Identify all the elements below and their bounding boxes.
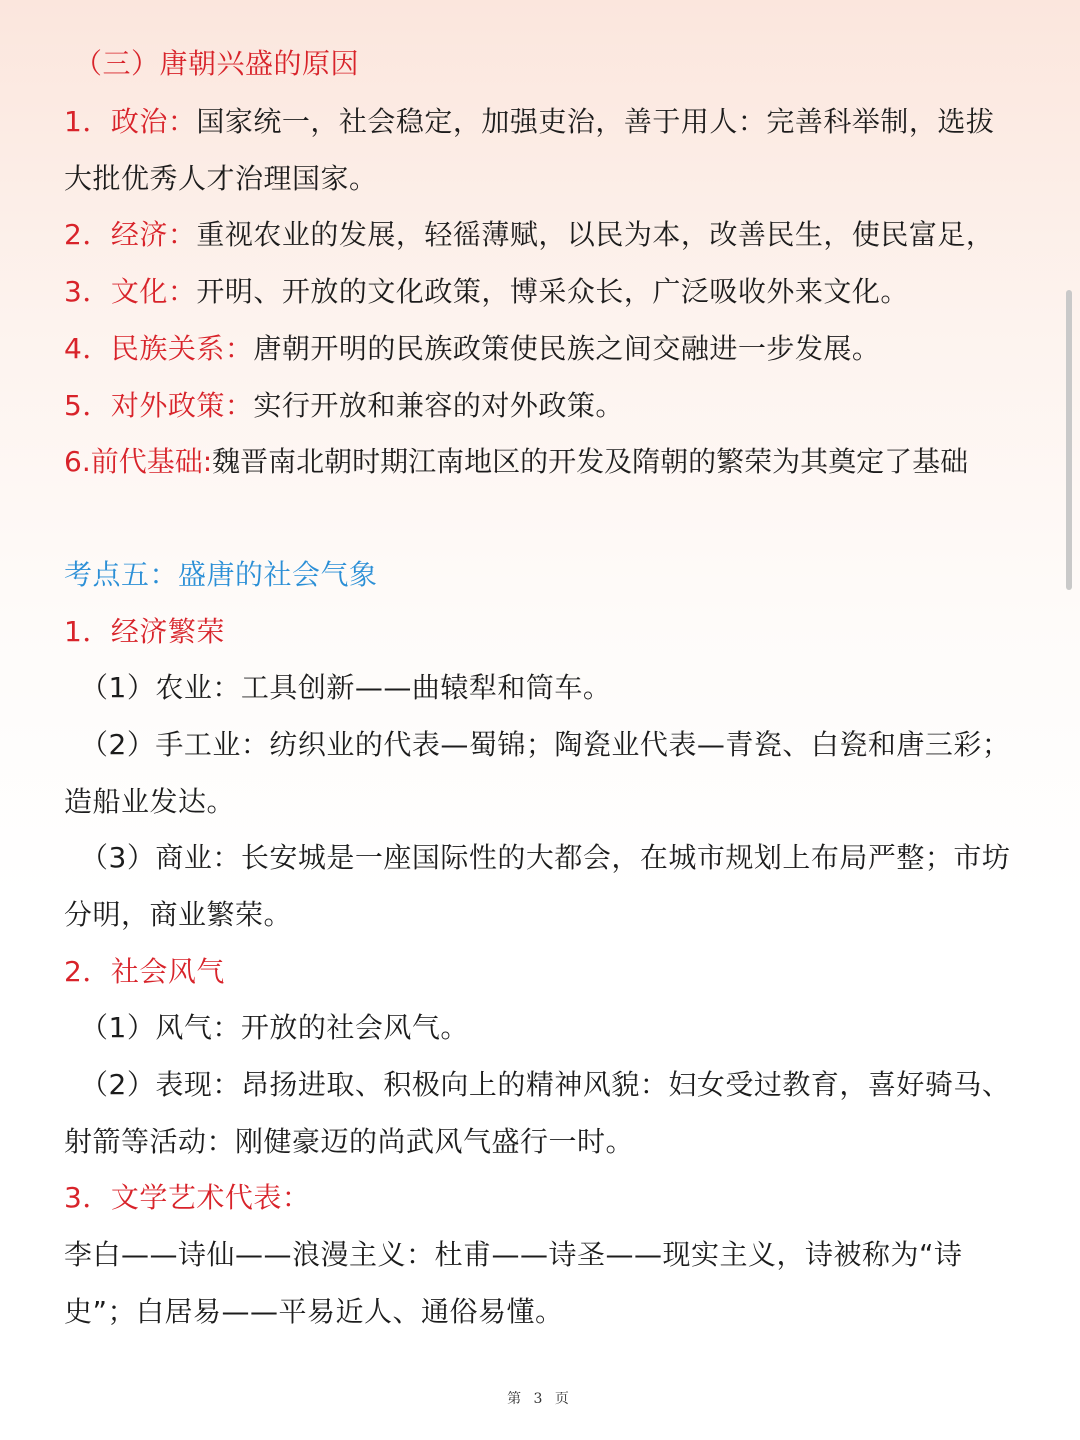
- custom-title: 2．社会风气: [64, 955, 225, 988]
- custom-mood: （1）风气：开放的社会风气。: [80, 1011, 469, 1044]
- cause-ethnic: [64, 329, 1020, 369]
- cause-culture: [64, 272, 1020, 312]
- cause-text: 唐朝开明的民族政策使民族之间交融进一步发展。: [253, 332, 881, 365]
- cause-label: 2．经济：: [64, 218, 197, 251]
- cause-label: 6.前代基础:: [64, 445, 213, 478]
- economy-commerce-cont: 分明，商业繁荣。: [64, 898, 293, 931]
- cause-label: 3．文化：: [64, 275, 197, 308]
- economy-handicraft-cont: 造船业发达。: [64, 785, 236, 818]
- page-number: 第 3 页: [507, 1391, 573, 1407]
- economy-handicraft: （2）手工业：纺织业的代表—蜀锦；陶瓷业代表—青瓷、白瓷和唐三彩；: [80, 728, 1011, 761]
- economy-agriculture: （1）农业：工具创新——曲辕犁和筒车。: [80, 671, 612, 704]
- cause-label: 5．对外政策：: [64, 389, 254, 422]
- point5-heading: 考点五：盛唐的社会气象: [64, 558, 378, 591]
- literature-line2: 史”；白居易——平易近人、通俗易懂。: [64, 1295, 564, 1328]
- literature-title: 3．文学艺术代表：: [64, 1181, 311, 1214]
- cause-text: 国家统一，社会稳定，加强吏治，善于用人：完善科举制，选拔: [196, 105, 995, 138]
- scrollbar-thumb[interactable]: [1066, 290, 1072, 590]
- cause-text: 重视农业的发展，轻徭薄赋，以民为本，改善民生，使民富足，: [196, 218, 995, 251]
- economy-commerce: （3）商业：长安城是一座国际性的大都会，在城市规划上布局严整；市坊: [80, 841, 1011, 874]
- cause-text: 开明、开放的文化政策，博采众长，广泛吸收外来文化。: [196, 275, 909, 308]
- cause-text: 实行开放和兼容的对外政策。: [253, 389, 624, 422]
- cause-label: 4．民族关系：: [64, 332, 254, 365]
- cause-economy: [64, 215, 1020, 255]
- cause-politics-cont: 大批优秀人才治理国家。: [64, 162, 378, 195]
- cause-foundation: [64, 442, 1020, 482]
- economy-title: 1．经济繁荣: [64, 615, 225, 648]
- cause-politics: [64, 102, 1020, 142]
- section-heading-causes: （三）唐朝兴盛的原因: [74, 47, 360, 80]
- literature-line1: 李白——诗仙——浪漫主义：杜甫——诗圣——现实主义，诗被称为“诗: [64, 1238, 963, 1271]
- cause-foreign: [64, 386, 1020, 426]
- cause-label: 1．政治：: [64, 105, 197, 138]
- cause-text: 魏晋南北朝时期江南地区的开发及隋朝的繁荣为其奠定了基础: [212, 445, 969, 478]
- custom-show: （2）表现：昂扬进取、积极向上的精神风貌：妇女受过教育，喜好骑马、: [80, 1068, 1011, 1101]
- custom-show-cont: 射箭等活动：刚健豪迈的尚武风气盛行一时。: [64, 1125, 635, 1158]
